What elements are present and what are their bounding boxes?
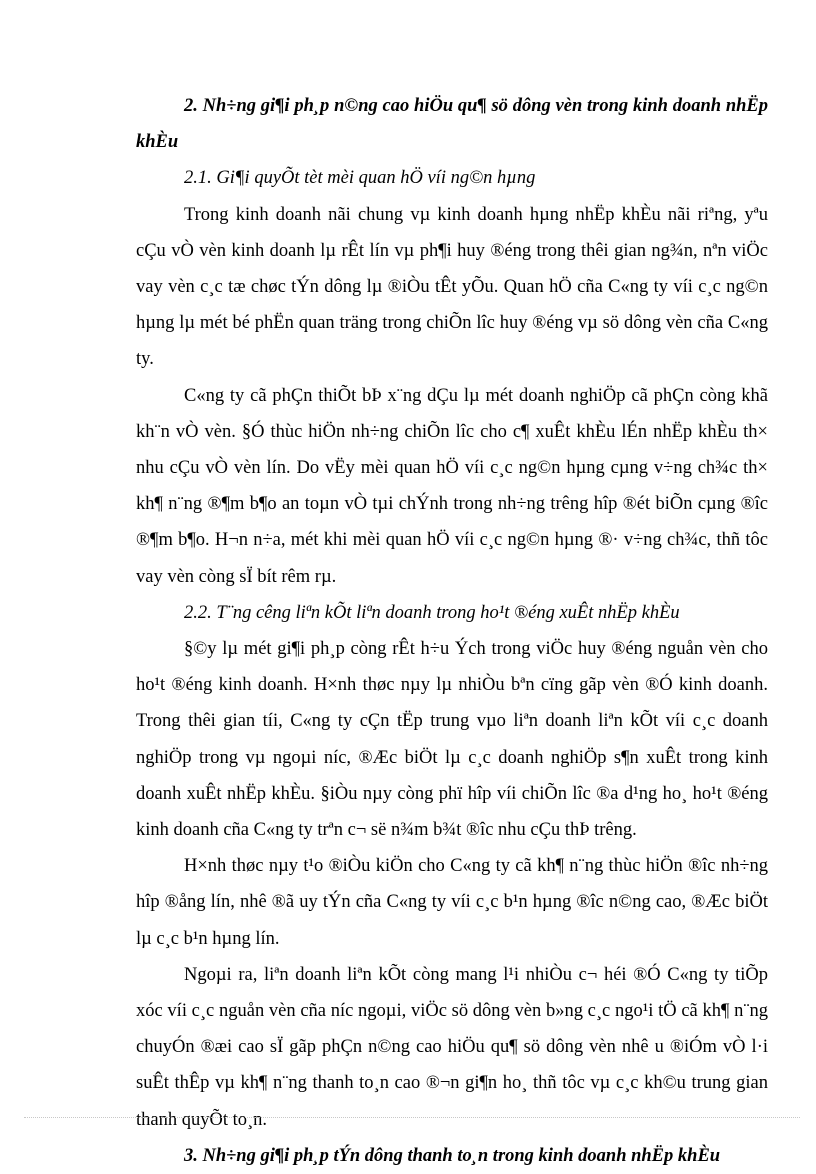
paragraph-2: C«ng ty cã phÇn thiÕt bÞ x¨ng dÇu lµ mét doanh nghiÖp cã phÇn còng khã kh¨n vÒ vèn. §Ó thùc hiÖn nh÷ng chiÕn lîc cho c¶ xuÊt khÈu lÉn nhËp khÈu th× nhu cÇu vÒ vèn lín. Do vËy mèi quan hÖ víi c¸c ng©n hµng cµng v÷ng ch¾c th× kh¶ n¨ng ®¶m b¶o an toµn vÒ tµi chÝnh trong nh÷ng trêng hîp ®ét biÕn cµng ®îc ®¶m b¶o. H¬n n÷a, mét khi mèi quan hÖ víi c¸c ng©n hµng ®· v÷ng ch¾c, thñ tôc vay vèn còng sÏ bít rêm rµ.	[136, 385, 768, 587]
subsection-heading-2-1: 2.1. Gi¶i quyÕt tèt mèi quan hÖ víi ng©n hµng	[184, 168, 536, 189]
paragraph-5: Ngoµi ra, liªn doanh liªn kÕt còng mang l¹i nhiÒu c¬ héi ®Ó C«ng ty tiÕp xóc víi c¸c nguån vèn cña níc ngoµi, viÖc sö dông vèn b»ng c¸c ngo¹i tÖ cã kh¶ n¨ng chuyÓn ®æi cao sÏ gãp phÇn n©ng cao hiÖu qu¶ sö dông vèn nhê u ®iÓm vÒ l·i suÊt thÊp vµ kh¶ n¨ng thanh to¸n cao ®¬n gi¶n ho¸ thñ tôc vµ c¸c kh©u trung gian thanh quyÕt to¸n.	[136, 964, 768, 1130]
paragraph-4: H×nh thøc nµy t¹o ®iÒu kiÖn cho C«ng ty cã kh¶ n¨ng thùc hiÖn ®îc nh÷ng hîp ®ång lín, nhê ®ã uy tÝn cña C«ng ty víi c¸c b¹n hµng ®îc n©ng cao, ®Æc biÖt lµ c¸c b¹n hµng lín.	[136, 856, 768, 949]
document-body	[136, 88, 768, 1174]
paragraph-1: Trong kinh doanh nãi chung vµ kinh doanh hµng nhËp khÈu nãi riªng, yªu cÇu vÒ vèn kinh doanh lµ rÊt lín vµ ph¶i huy ®éng trong thêi gian ng¾n, nªn viÖc vay vèn c¸c tæ chøc tÝn dông lµ ®iÒu tÊt yÕu. Quan hÖ cña C«ng ty víi c¸c ng©n hµng lµ mét bé phËn quan träng trong chiÕn lîc huy ®éng vµ sö dông vèn cña C«ng ty.	[136, 204, 768, 370]
page-bottom-rule	[24, 1117, 800, 1118]
subsection-heading-2-2: 2.2. T¨ng cêng liªn kÕt liªn doanh trong ho¹t ®éng xuÊt nhËp khÈu	[184, 602, 680, 623]
section-heading-3: 3. Nh÷ng gi¶i ph¸p tÝn dông thanh to¸n trong kinh doanh nhËp khÈu	[184, 1145, 721, 1166]
paragraph-3: §©y lµ mét gi¶i ph¸p còng rÊt h÷u Ých trong viÖc huy ®éng nguån vèn cho ho¹t ®éng kinh doanh. H×nh thøc nµy lµ nhiÒu bªn cïng gãp vèn ®Ó kinh doanh. Trong thêi gian tíi, C«ng ty cÇn tËp trung vµo liªn doanh liªn kÕt víi c¸c doanh nghiÖp trong vµ ngoµi níc, ®Æc biÖt lµ c¸c doanh nghiÖp s¶n xuÊt trong kinh doanh xuÊt nhËp khÈu. §iÒu nµy còng phï hîp víi chiÕn lîc ®a d¹ng ho¸ ho¹t ®éng kinh doanh cña C«ng ty trªn c¬ së n¾m b¾t ®îc nhu cÇu thÞ trêng.	[136, 639, 768, 841]
section-heading-2: 2. Nh÷ng gi¶i ph¸p n©ng cao hiÖu qu¶ sö dông vèn trong kinh doanh nhËp khÈu	[136, 96, 768, 153]
